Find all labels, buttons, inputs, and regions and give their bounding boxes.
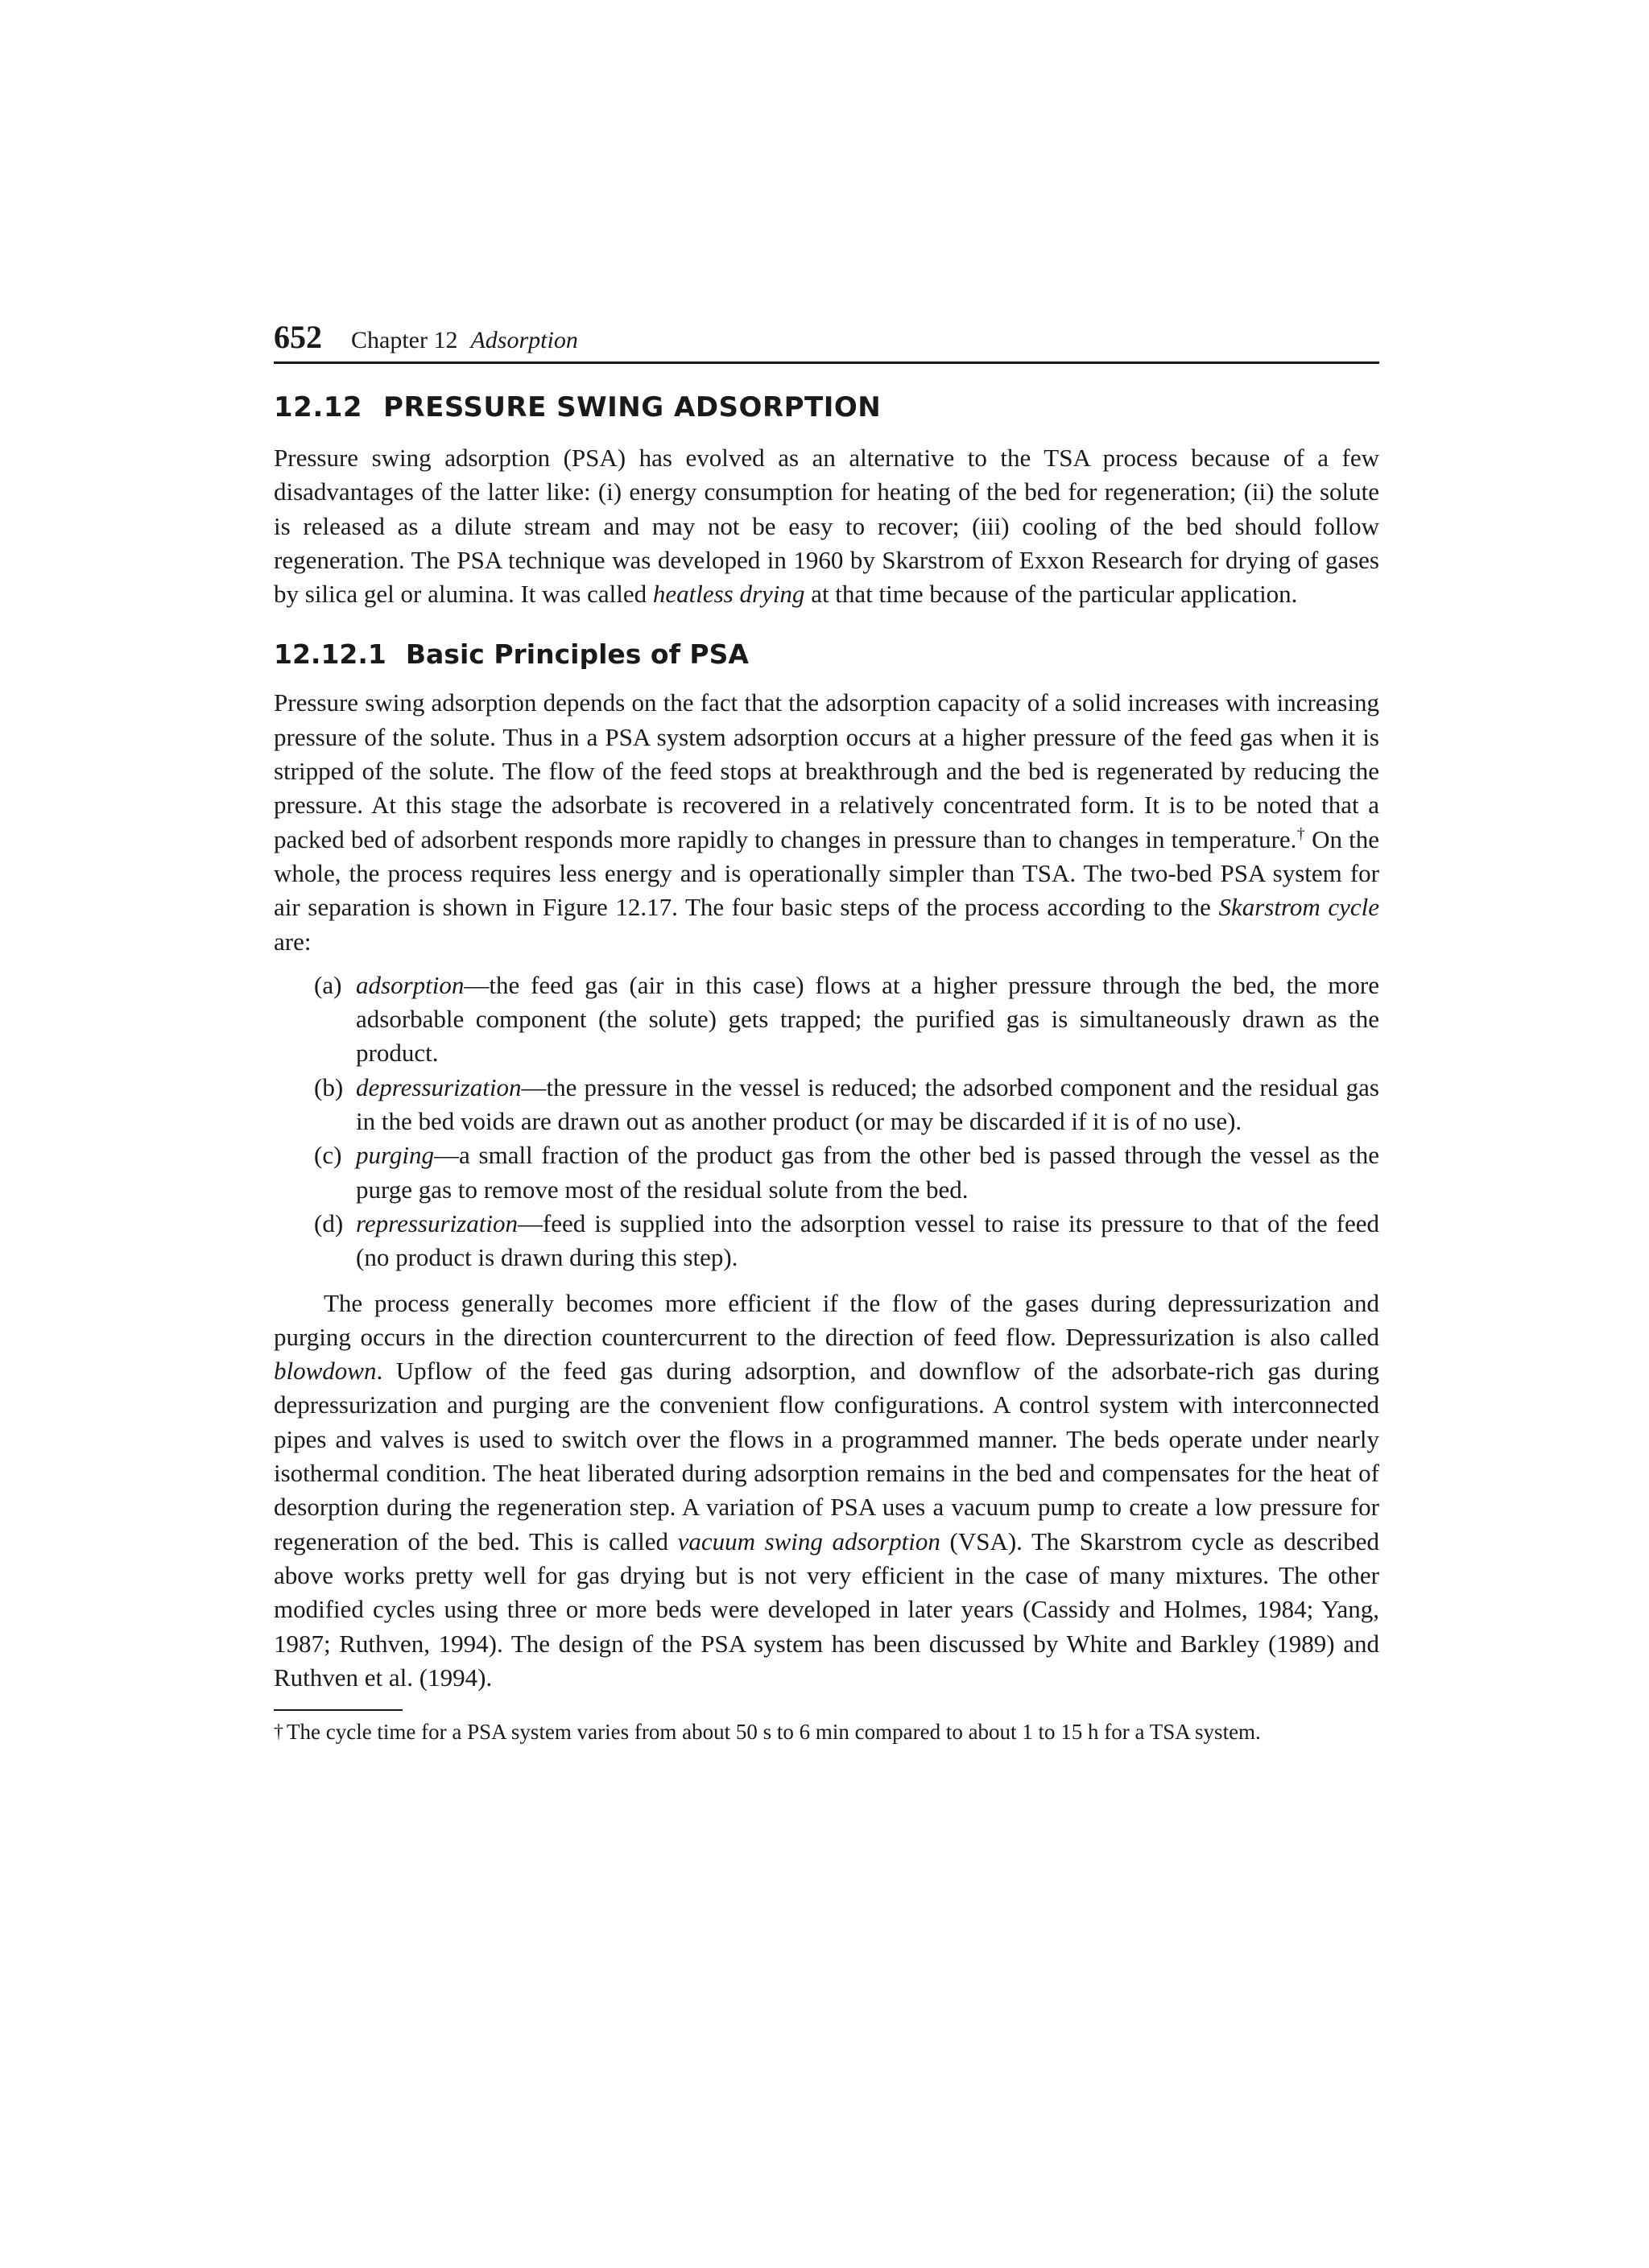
step-text: —feed is supplied into the adsorption vessel to raise its pressure to that of the feed (no product is drawn during this step). xyxy=(356,1208,1379,1272)
list-item xyxy=(274,1207,1379,1275)
list-marker: (b) xyxy=(314,1072,344,1101)
text-run: (VSA). The Skarstrom cycle as described above works pretty well for gas drying but is not very efficient in the case of many mixtures. The other modified cycles using three or more beds were developed in later years (Cassidy and Holmes, 1984; Yang, 1987; Ruthven, 1994). The design of the PSA system has been discussed by White and Barkley (1989) and Ruthven et al. (1994). xyxy=(274,1526,1379,1692)
paragraph-intro xyxy=(274,441,1379,611)
footnote-text: The cycle time for a PSA system varies from about 50 s to 6 min compared to about 1 to 15 h for a TSA system. xyxy=(287,1720,1261,1745)
section-title: PRESSURE SWING ADSORPTION xyxy=(383,391,882,423)
text-run: at that time because of the particular application. xyxy=(804,580,1298,609)
step-text: —a small fraction of the product gas from the other bed is passed through the vessel as the purge gas to remove most of the residual solute from the bed. xyxy=(356,1141,1379,1204)
chapter-label: Chapter 12 xyxy=(351,327,458,353)
footnote-reference: † xyxy=(1296,824,1306,843)
list-marker: (d) xyxy=(314,1208,344,1237)
list-item-body xyxy=(356,1071,1379,1139)
step-term: purging xyxy=(356,1141,435,1170)
page-number: 652 xyxy=(274,319,322,355)
subsection-number: 12.12.1 xyxy=(274,638,386,671)
step-term: depressurization xyxy=(356,1072,522,1101)
step-term: repressurization xyxy=(356,1208,518,1237)
list-marker: (c) xyxy=(314,1141,342,1170)
subsection-title: Basic Principles of PSA xyxy=(405,638,749,671)
running-head xyxy=(274,318,1379,364)
chapter-title: Adsorption xyxy=(470,327,578,353)
list-item-body xyxy=(356,1138,1379,1207)
text-run: The process generally becomes more efficient if the flow of the gases during depressurization and purging occurs in the direction countercurrent to the direction of feed flow. Depressurization is also called xyxy=(274,1288,1379,1351)
step-text: —the feed gas (air in this case) flows at a higher pressure through the bed, the more adsorbable component (the solute) gets trapped; the purified gas is simultaneously drawn as the product. xyxy=(356,970,1379,1068)
paragraph-process xyxy=(274,1287,1379,1696)
list-marker: (a) xyxy=(314,970,342,999)
paragraph-principles xyxy=(274,686,1379,958)
text-run: are: xyxy=(274,927,312,956)
subsection-heading xyxy=(274,638,1379,670)
text-run: . Upflow of the feed gas during adsorption, and downflow of the adsorbate-rich gas during depressurization and purging are the convenient flow configurations. A control system with interconnected pipes and valves is used to switch over the flows in a programmed manner. The beds operate under nearly isothermal condition. The heat liberated during adsorption remains in the bed and compensates for the heat of desorption during the regeneration step. A variation of PSA uses a vacuum pump to create a low pressure for regeneration of the bed. This is called xyxy=(274,1357,1379,1555)
step-text: —the pressure in the vessel is reduced; the adsorbed component and the residual gas in the bed voids are drawn out as another product (or may be discarded if it is of no use). xyxy=(356,1072,1379,1136)
emphasis-skarstrom-cycle: Skarstrom cycle xyxy=(1218,893,1379,922)
emphasis-vacuum-swing-adsorption: vacuum swing adsorption xyxy=(677,1526,940,1555)
list-item-body xyxy=(356,1207,1379,1275)
list-item-body xyxy=(356,969,1379,1071)
steps-list xyxy=(274,969,1379,1275)
list-item xyxy=(274,1071,1379,1139)
footnote-mark: † xyxy=(274,1721,283,1743)
footnote-divider xyxy=(274,1709,403,1711)
text-run: Pressure swing adsorption depends on the fact that the adsorption capacity of a solid increases with increasing pressure of the solute. Thus in a PSA system adsorption occurs at a higher pressure of the feed gas when it is stripped of the solute. The flow of the feed stops at breakthrough and the bed is regenerated by reducing the pressure. At this stage the adsorbate is recovered in a relatively concentrated form. It is to be noted that a packed bed of adsorbent responds more rapidly to changes in pressure than to changes in temperature. xyxy=(274,688,1379,853)
page xyxy=(274,318,1379,1747)
section-heading xyxy=(274,391,1379,423)
text-run: On the whole, the process requires less energy and is operationally simpler than TSA. The two-bed PSA system for air separation is shown in Figure 12.17. The four basic steps of the process according to the xyxy=(274,824,1380,922)
section-number: 12.12 xyxy=(274,391,363,423)
text-run: Pressure swing adsorption (PSA) has evolved as an alternative to the TSA process because of a few disadvantages of the latter like: (i) energy consumption for heating of the bed for regeneration; (ii) the solute is released as a dilute stream and may not be easy to recover; (iii) cooling of the bed should follow regeneration. The PSA technique was developed in 1960 by Skarstrom of Exxon Research for drying of gases by silica gel or alumina. It was called xyxy=(274,444,1379,609)
emphasis-blowdown: blowdown xyxy=(274,1357,377,1386)
footnote xyxy=(274,1717,1379,1747)
emphasis-heatless-drying: heatless drying xyxy=(652,580,805,609)
list-item xyxy=(274,969,1379,1071)
list-item xyxy=(274,1138,1379,1207)
step-term: adsorption xyxy=(356,970,465,999)
